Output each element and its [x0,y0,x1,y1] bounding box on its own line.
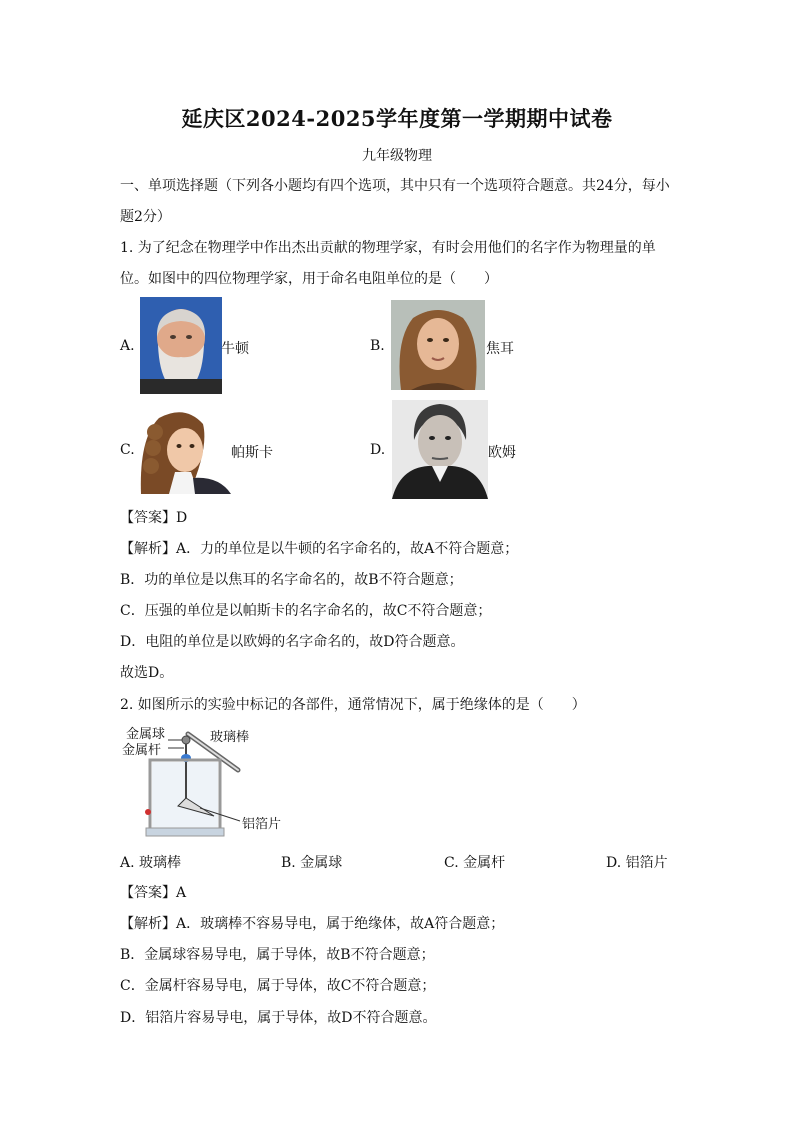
q1-option-d-portrait [392,400,488,499]
q2-analysis-line: 【解析】A．玻璃棒不容易导电，属于绝缘体，故A符合题意； [120,916,505,932]
label-aluminum-foil: 铝箔片 [242,817,282,832]
label-metal-ball: 金属球 [126,727,166,742]
portrait-long-hair-man-image [391,300,485,390]
q2-choice-d-text: 铝箔片 [625,855,668,871]
q2-answer: 【答案】A [120,885,187,901]
exam-title: 延庆区2024-2025学年度第一学期期中试卷 [181,106,613,131]
q2-choice-b [281,852,342,872]
q1-option-a-letter: A. [120,338,135,354]
q1-conclusion: 故选D。 [120,665,174,681]
q1-option-b-name: 焦耳 [486,341,514,357]
q2-analysis-line: C．金属杆容易导电，属于导体，故C不符合题意； [120,978,436,994]
q1-option-b-portrait [391,300,485,390]
q1-option-c-letter: C. [120,442,135,458]
q1-analysis-line: B．功的单位是以焦耳的名字命名的，故B不符合题意； [120,572,463,588]
portrait-engraved-man-image [392,400,488,499]
q1-option-d-letter: D. [370,442,386,458]
q2-choice-a-letter: A. [120,855,135,871]
q1-text-line2: 位。如图中的四位物理学家，用于命名电阻单位的是（ ） [120,271,498,287]
label-glass-rod: 玻璃棒 [210,730,250,745]
q2-choice-d-letter: D. [606,855,622,871]
q2-choice-b-letter: B. [281,855,296,871]
q1-option-a-portrait [140,297,222,394]
q1-analysis-line: C．压强的单位是以帕斯卡的名字命名的，故C不符合题意； [120,603,492,619]
q2-choice-c-text: 金属杆 [463,855,506,871]
q1-option-b-letter: B. [370,338,385,354]
section-heading-line1: 一、单项选择题（下列各小题均有四个选项，其中只有一个选项符合题意。共24分，每小 [120,178,670,194]
q1-analysis-line: 【解析】A．力的单位是以牛顿的名字命名的，故A不符合题意； [120,541,519,557]
q1-analysis-line: D．电阻的单位是以欧姆的名字命名的，故D符合题意。 [120,634,465,650]
q1-answer: 【答案】D [120,510,188,526]
q2-choice-a [120,852,181,872]
section-heading-line2: 题2分） [120,209,171,225]
label-metal-rod: 金属杆 [122,743,162,758]
q1-option-d-name: 欧姆 [488,445,516,461]
q2-choice-d [606,852,668,872]
q2-text: 2. 如图所示的实验中标记的各部件，通常情况下，属于绝缘体的是（ ） [120,697,586,713]
portrait-curly-wig-man-image [139,408,231,494]
q2-analysis-line: D．铝箔片容易导电，属于导体，故D不符合题意。 [120,1010,437,1026]
q2-choice-c-letter: C. [444,855,459,871]
exam-subtitle: 九年级物理 [362,148,432,164]
q2-electroscope-figure [120,720,300,845]
q1-option-c-name: 帕斯卡 [231,445,273,461]
q1-option-a-name: 牛顿 [221,341,249,357]
q2-analysis-line: B．金属球容易导电，属于导体，故B不符合题意； [120,947,435,963]
portrait-bearded-man-image [140,297,222,394]
q2-choice-c [444,852,505,872]
q2-choice-b-text: 金属球 [300,855,343,871]
q1-text-line1: 1. 为了纪念在物理学中作出杰出贡献的物理学家，有时会用他们的名字作为物理量的单 [120,240,656,256]
q1-option-c-portrait [139,408,231,494]
q2-choice-a-text: 玻璃棒 [139,855,182,871]
